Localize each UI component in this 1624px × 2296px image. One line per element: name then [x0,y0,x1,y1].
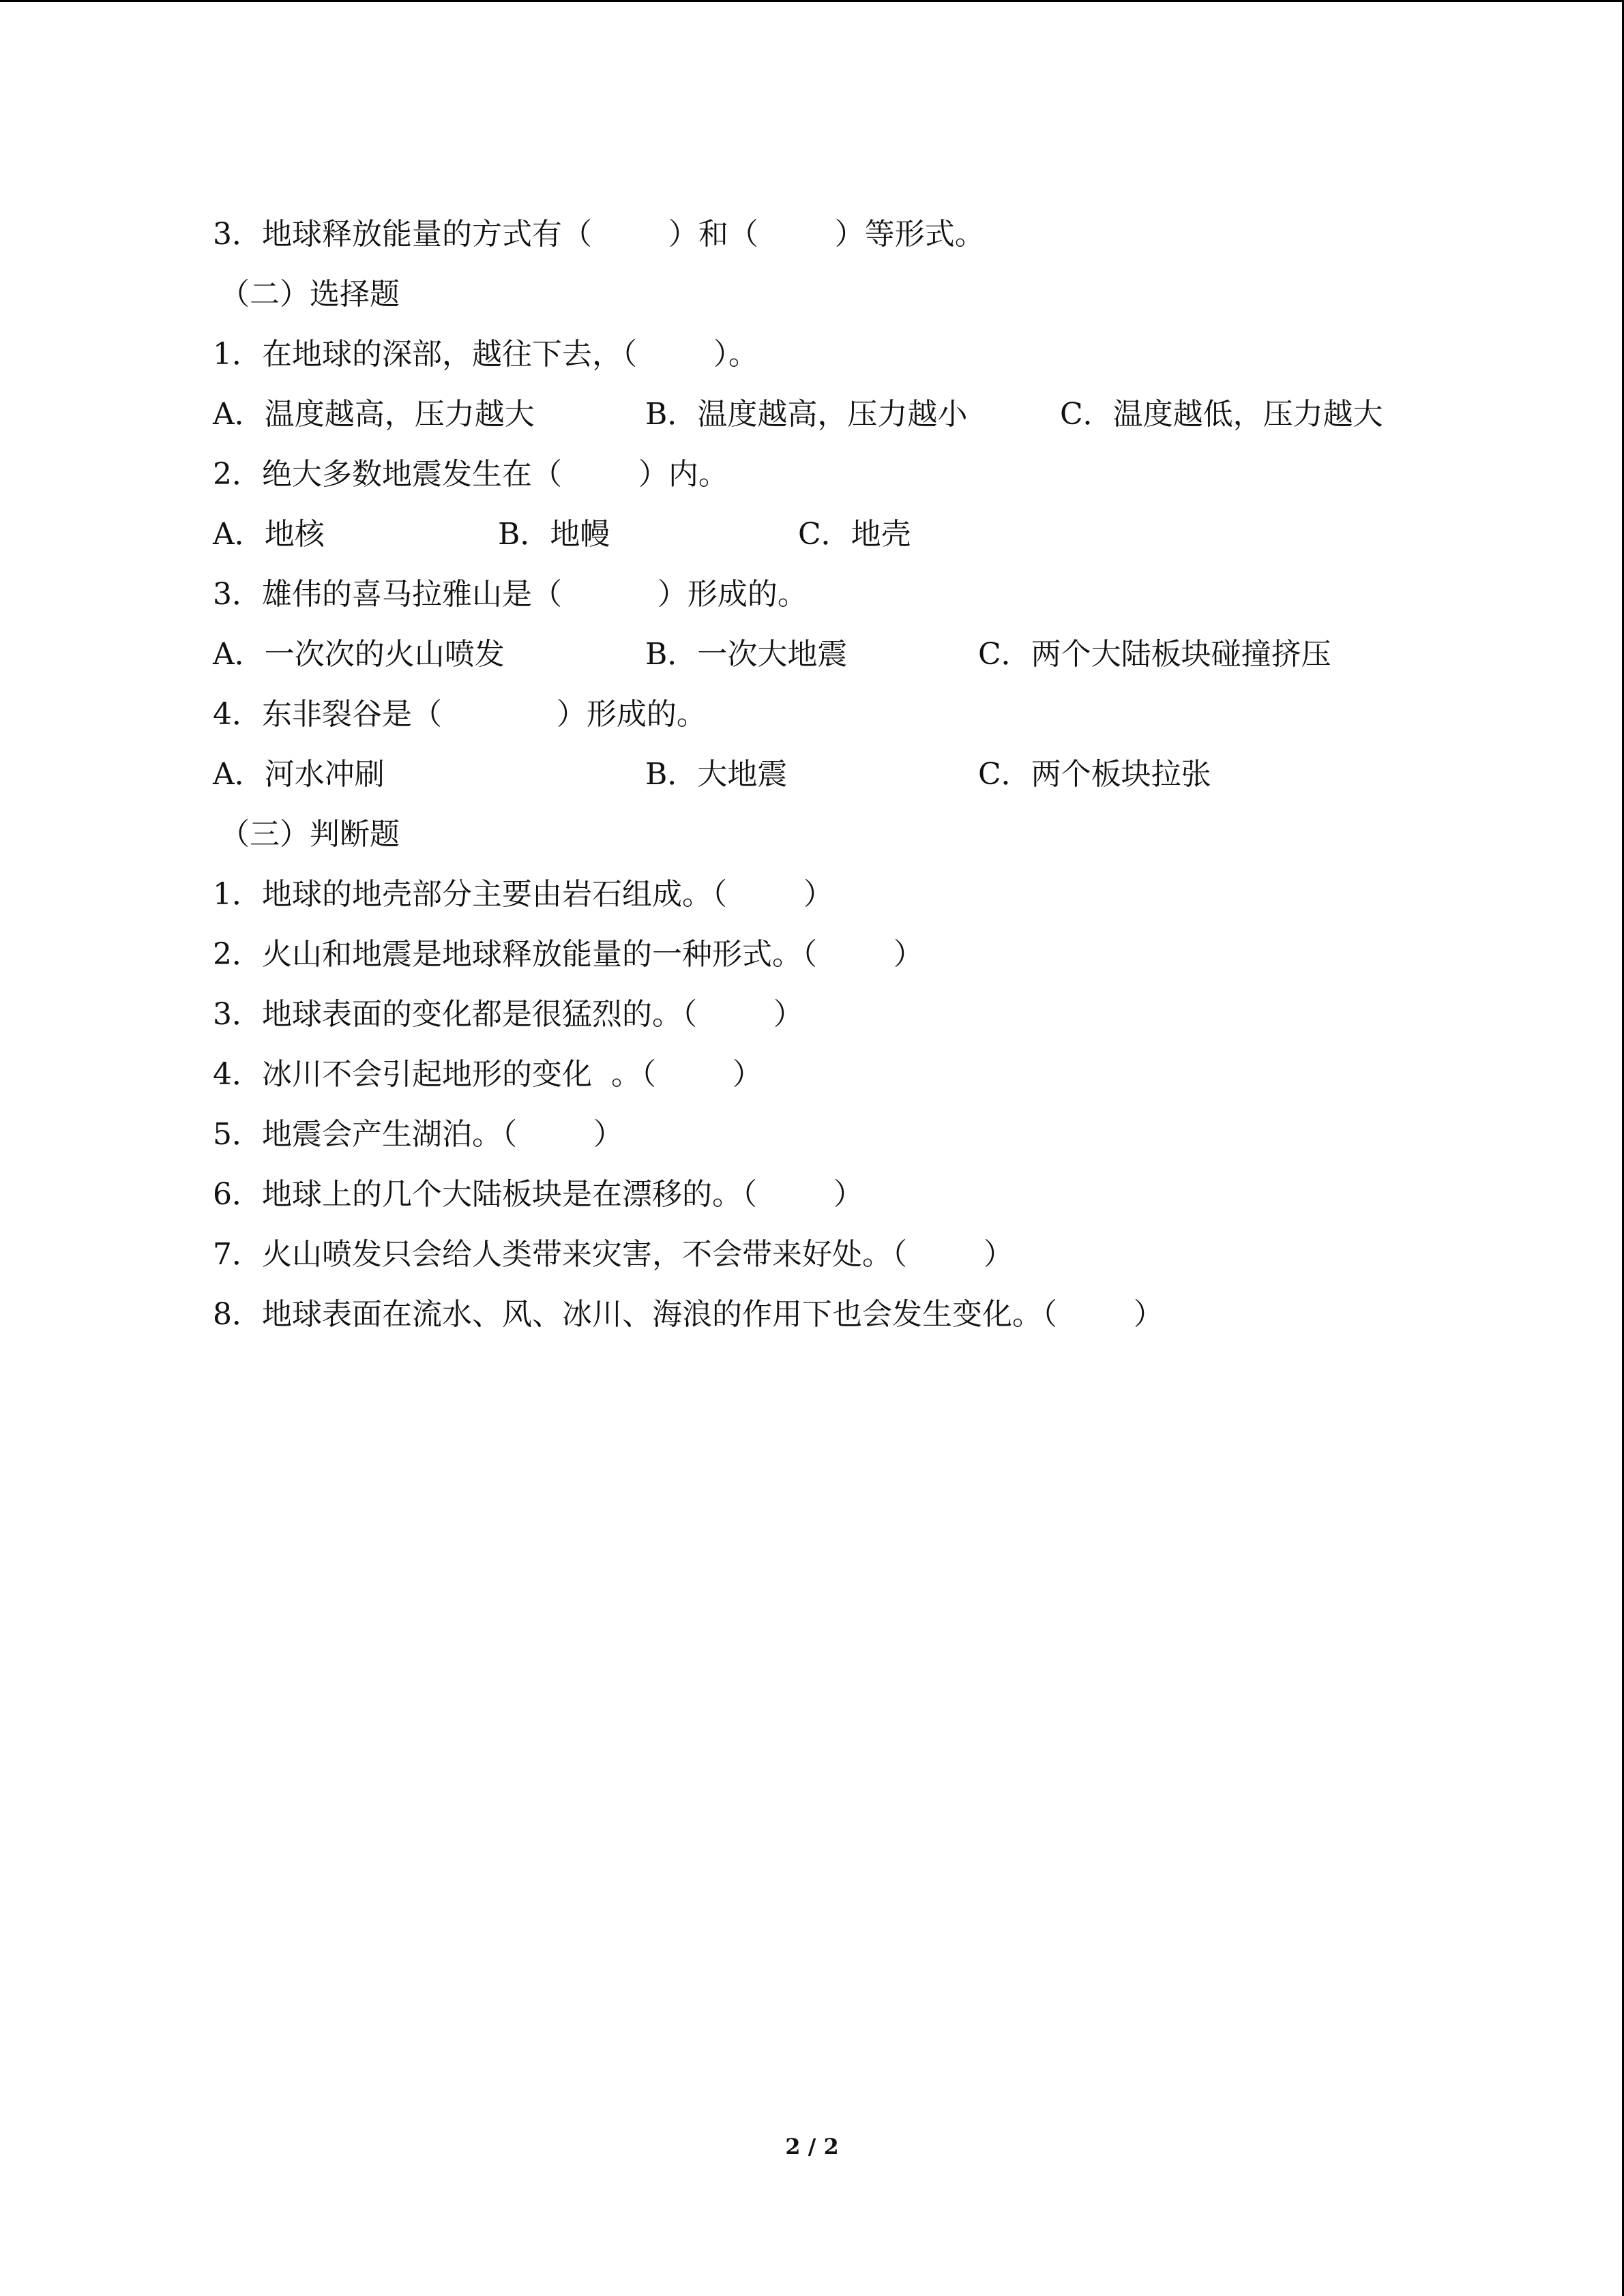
choice-q2-option-c: C．地壳 [798,517,911,552]
page-number: 2 / 2 [785,2134,839,2160]
judge-item-3: 3．地球表面的变化都是很猛烈的。（ ） [213,997,803,1032]
fill-in-question-3: 3．地球释放能量的方式有（ ）和（ ）等形式。 [213,217,985,252]
choice-question-1: 1．在地球的深部，越往下去，（ ）。 [213,337,758,372]
choice-q4-option-a: A．河水冲刷 [213,757,385,792]
choice-q1-option-a: A．温度越高，压力越大 [213,397,535,432]
choice-q2-option-b: B．地幔 [498,517,610,552]
judge-item-1: 1．地球的地壳部分主要由岩石组成。（ ） [213,877,833,912]
page-border-top [0,0,1624,2]
choice-q1-option-b: B．温度越高，压力越小 [645,397,968,432]
choice-q3-option-b: B．一次大地震 [645,637,848,672]
judge-item-4: 4．冰川不会引起地形的变化 。（ ） [213,1057,763,1092]
judge-section-heading: （三）判断题 [220,817,400,852]
choice-question-4: 4．东非裂谷是（ ）形成的。 [213,697,707,732]
choice-q3-option-a: A．一次次的火山喷发 [213,637,505,672]
judge-item-5: 5．地震会产生湖泊。（ ） [213,1117,623,1152]
choice-q4-option-b: B．大地震 [645,757,788,792]
choice-q2-option-a: A．地核 [213,517,325,552]
choice-section-heading: （二）选择题 [220,277,400,312]
judge-item-7: 7．火山喷发只会给人类带来灾害，不会带来好处。（ ） [213,1237,1014,1272]
choice-question-2: 2．绝大多数地震发生在（ ）内。 [213,457,728,492]
choice-q3-option-c: C．两个大陆板块碰撞挤压 [978,637,1331,672]
choice-question-3: 3．雄伟的喜马拉雅山是（ ）形成的。 [213,577,808,612]
choice-q1-option-c: C．温度越低，压力越大 [1060,397,1383,432]
judge-item-6: 6．地球上的几个大陆板块是在漂移的。（ ） [213,1177,863,1212]
choice-q4-option-c: C．两个板块拉张 [978,757,1211,792]
judge-item-8: 8．地球表面在流水、风、冰川、海浪的作用下也会发生变化。（ ） [213,1297,1164,1332]
judge-item-2: 2．火山和地震是地球释放能量的一种形式。（ ） [213,937,924,972]
